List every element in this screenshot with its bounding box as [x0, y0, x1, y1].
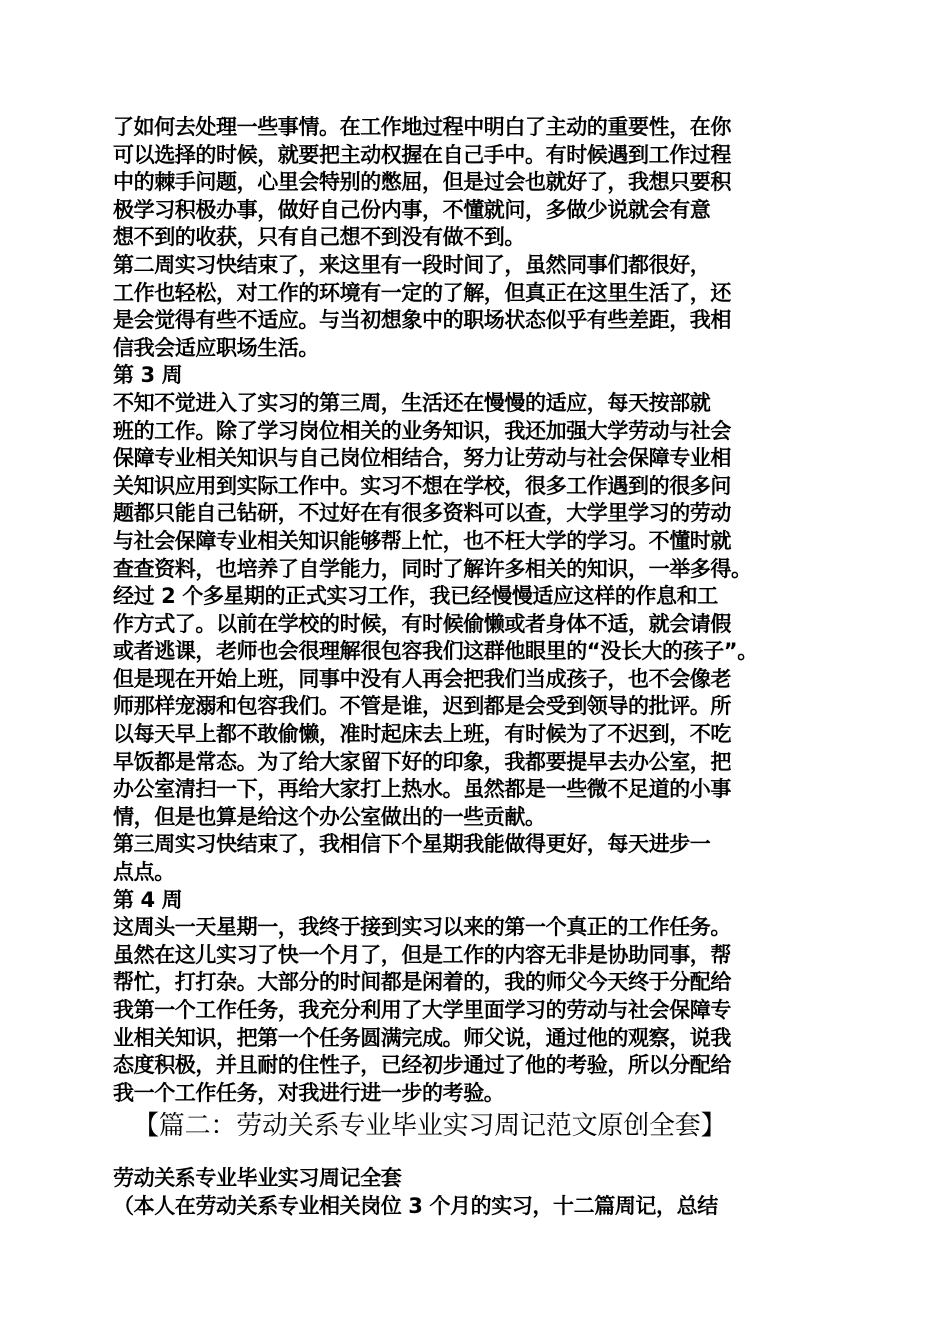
spacer: [113, 1143, 848, 1165]
text-line: 师那样宠溺和包容我们。不管是谁，迟到都是会受到领导的批评。所: [113, 694, 731, 719]
text-line: 办公室清扫一下，再给大家打上热水。虽然都是一些微不足道的小事: [113, 777, 731, 802]
text-line: 我第一个工作任务，我充分利用了大学里面学习的劳动与社会保障专: [113, 998, 731, 1022]
text-line: 劳动关系专业毕业实习周记全套: [113, 1166, 402, 1191]
text-line: 业相关知识，把第一个任务圆满完成。师父说，通过他的观察，说我: [113, 1025, 731, 1050]
text-line: 态度积极，并且耐的住性子，已经初步通过了他的考验，所以分配给: [113, 1053, 731, 1078]
text-line: 帮忙，打打杂。大部分的时间都是闲着的，我的师父今天终于分配给: [113, 970, 731, 995]
document-body: [113, 114, 848, 1107]
text-line: 查查资料，也培养了自学能力，同时了解许多相关的知识，一举多得。: [113, 556, 752, 581]
text-line: 这周头一天星期一，我终于接到实习以来的第一个真正的工作任务。: [113, 915, 731, 940]
text-line: 了如何去处理一些事情。在工作地过程中明白了主动的重要性，在你: [113, 115, 731, 139]
text-line: 我一个工作任务，对我进行进一步的考验。: [113, 1080, 505, 1105]
text-line: 以每天早上都不敢偷懒，准时起床去上班，有时候为了不迟到，不吃: [113, 722, 731, 747]
text-line: 班的工作。除了学习岗位相关的业务知识，我还加强大学劳动与社会: [113, 418, 731, 443]
text-line: 第二周实习快结束了，来这里有一段时间了，虽然同事们都很好，: [113, 252, 711, 277]
text-line: 与社会保障专业相关知识能够帮上忙，也不枉大学的学习。不懂时就: [113, 528, 731, 553]
text-line: 点点。: [113, 860, 175, 885]
text-line: 可以选择的时候，就要把主动权握在自己手中。有时候遇到工作过程: [113, 142, 731, 167]
text-line: 信我会适应职场生活。: [113, 335, 319, 360]
text-line: 不知不觉进入了实习的第三周，生活还在慢慢的适应，每天按部就: [113, 390, 711, 415]
text-line: 或者逃课，老师也会很理解很包容我们这群他眼里的“没长大的孩子”。: [113, 639, 758, 664]
text-line: 关知识应用到实际工作中。实习不想在学校，很多工作遇到的很多问: [113, 473, 731, 498]
text-line: （本人在劳动关系专业相关岗位 3 个月的实习，十二篇周记，总结: [113, 1193, 718, 1218]
text-line: 第 4 周: [113, 887, 183, 912]
text-line: 是会觉得有些不适应。与当初想象中的职场状态似乎有些差距，我相: [113, 308, 731, 333]
document-tail: [113, 1165, 848, 1220]
text-line: 极学习积极办事，做好自己份内事，不懂就问，多做少说就会有意: [113, 197, 711, 222]
text-line: 经过 2 个多星期的正式实习工作，我已经慢慢适应这样的作息和工: [113, 584, 718, 609]
text-line: 第三周实习快结束了，我相信下个星期我能做得更好，每天进步一: [113, 832, 711, 857]
text-line: 但是现在开始上班，同事中没有人再会把我们当成孩子，也不会像老: [113, 666, 731, 691]
text-line: 工作也轻松，对工作的环境有一定的了解，但真正在这里生活了，还: [113, 280, 731, 305]
text-line: 虽然在这儿实习了快一个月了，但是工作的内容无非是协助同事，帮: [113, 942, 731, 967]
section-title: 【篇二：劳动关系专业毕业实习周记范文原创全套】: [133, 1111, 727, 1142]
text-line: 第 3 周: [113, 363, 183, 388]
text-line: 中的棘手问题，心里会特别的憋屈，但是过会也就好了，我想只要积: [113, 170, 731, 195]
text-line: 作方式了。以前在学校的时候，有时候偷懒或者身体不适，就会请假: [113, 611, 731, 636]
text-line: 保障专业相关知识与自己岗位相结合，努力让劳动与社会保障专业相: [113, 446, 731, 471]
text-line: 早饭都是常态。为了给大家留下好的印象，我都要提早去办公室，把: [113, 749, 731, 774]
text-line: 情，但是也算是给这个办公室做出的一些贡献。: [113, 804, 546, 829]
text-line: 想不到的收获，只有自己想不到没有做不到。: [113, 225, 525, 250]
text-line: 题都只能自己钻研，不过好在有很多资料可以查，大学里学习的劳动: [113, 501, 731, 526]
document-page: [113, 114, 848, 1221]
